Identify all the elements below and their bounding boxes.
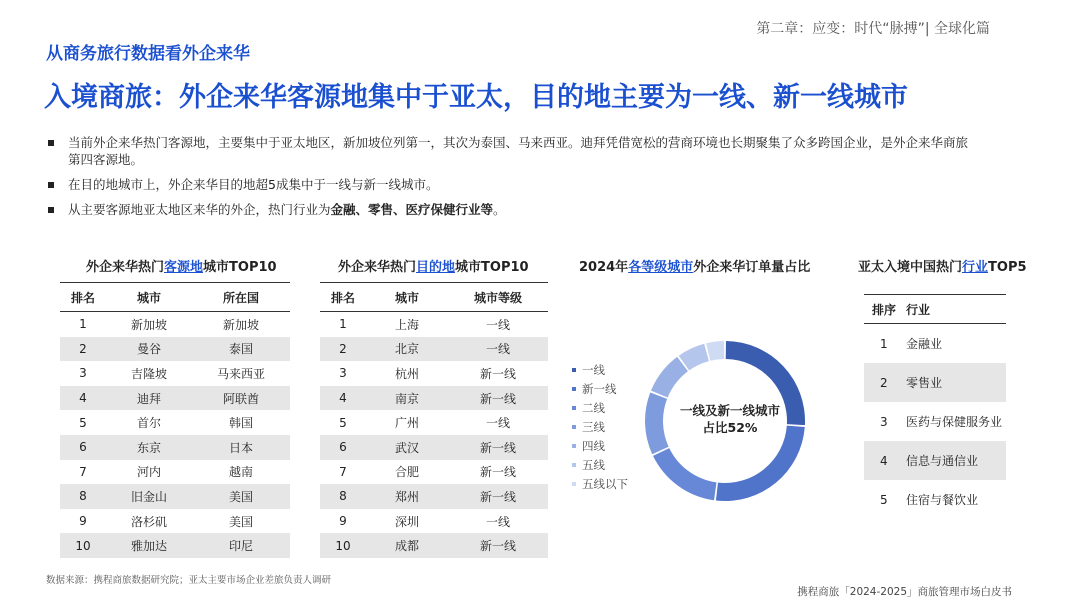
title-part: 亚太入境中国热门 (858, 260, 963, 275)
table-cell: 4 (60, 386, 106, 411)
bullet-item (48, 134, 1048, 168)
table-cell: 首尔 (136, 416, 161, 431)
table-row (60, 337, 290, 362)
title-part: TOP5 (988, 260, 1027, 275)
table-row (320, 435, 548, 460)
table-cell: 1 (339, 317, 347, 332)
table-cell: 4 (864, 441, 906, 480)
bullet-list (48, 134, 1048, 226)
table-row (320, 361, 548, 386)
table-cell: 雅加达 (106, 533, 192, 558)
legend-label: 新一线 (582, 381, 617, 396)
table-cell: 7 (79, 464, 87, 479)
table-header-row (320, 283, 548, 312)
table-cell: 新一线 (448, 533, 548, 558)
legend-label: 二线 (582, 400, 605, 415)
table-cell: 广州 (394, 416, 419, 431)
title-part: 外企来华订单量占比 (693, 260, 811, 275)
legend-swatch (572, 387, 576, 391)
chart-legend (572, 360, 628, 493)
table-cell: 9 (339, 514, 347, 529)
center-label-line: 一线及新一线城市 (679, 403, 780, 418)
chart-title (579, 256, 810, 275)
table-cell: 新一线 (448, 484, 548, 509)
table-cell: 新一线 (479, 465, 516, 480)
legend-label: 四线 (582, 438, 605, 453)
table-row (60, 460, 290, 485)
industry-table-title (858, 256, 1027, 275)
bullet-marker (48, 207, 54, 213)
title-highlight: 行业 (962, 260, 989, 275)
donut-slice-5 (651, 357, 688, 398)
table-cell: 合肥 (394, 465, 419, 480)
table-header-row (864, 295, 1006, 324)
table-row (60, 484, 290, 509)
bullet-text-bold: 金融、零售、医疗保健行业等 (330, 202, 494, 217)
table-header-cell: 城市 (366, 283, 448, 312)
table-row (60, 509, 290, 534)
table-row (320, 337, 548, 362)
table-cell: 洛杉矶 (130, 514, 167, 529)
table-row (60, 386, 290, 411)
table-cell: 7 (339, 464, 347, 479)
title-part: 2024年 (579, 260, 629, 275)
donut-slice-3 (653, 448, 716, 500)
table-row (320, 410, 548, 435)
table-cell: 8 (60, 484, 106, 509)
table-row (320, 484, 548, 509)
title-part: 外企来华热门 (338, 260, 417, 275)
legend-item (572, 417, 628, 436)
table-cell: 杭州 (394, 366, 419, 381)
legend-item (572, 379, 628, 398)
table-cell: 吉隆坡 (130, 366, 167, 381)
title-part: 城市TOP10 (455, 260, 529, 275)
table-cell: 零售业 (906, 363, 1006, 402)
table-row (60, 312, 290, 337)
table-cell: 印尼 (192, 533, 290, 558)
legend-label: 五线以下 (582, 476, 628, 491)
table-cell: 10 (60, 533, 106, 558)
table-cell: 5 (339, 415, 347, 430)
bullet-text: 在目的地城市上，外企来华目的地超5成集中于一线与新一线城市。 (68, 177, 439, 192)
table-cell: 金融业 (906, 337, 943, 351)
bullet-text: 当前外企来华热门客源地，主要集中于亚太地区，新加坡位列第一，其次为泰国、马来西亚。迪拜凭借宽松的营商环境也长期聚集了众多跨国企业，是外企来华商旅第四客源地。 (68, 135, 969, 167)
table-cell: 韩国 (228, 416, 253, 431)
table-cell: 迪拜 (106, 386, 192, 411)
table-cell: 3 (339, 366, 347, 381)
table-row (864, 324, 1006, 364)
legend-label: 五线 (582, 457, 605, 472)
table-cell: 6 (60, 435, 106, 460)
source-table-title (86, 256, 277, 275)
table-header-row (60, 283, 290, 312)
table-cell: 一线 (448, 337, 548, 362)
table-cell: 新一线 (479, 366, 516, 381)
table-cell: 一线 (485, 317, 510, 332)
table-header-cell: 排序 (864, 295, 906, 324)
table-cell: 一线 (485, 514, 510, 529)
table-cell: 美国 (192, 484, 290, 509)
table-cell: 5 (79, 415, 87, 430)
table-cell: 2 (864, 363, 906, 402)
table-cell: 泰国 (192, 337, 290, 362)
table-cell: 1 (880, 336, 888, 351)
table-cell: 美国 (228, 514, 253, 529)
page-title: 入境商旅：外企来华客源地集中于亚太，目的地主要为一线、新一线城市 (44, 82, 908, 113)
dest-table-title (338, 256, 529, 275)
legend-swatch (572, 406, 576, 410)
table-cell: 2 (320, 337, 366, 362)
table-cell: 1 (79, 317, 87, 332)
table-cell: 越南 (228, 465, 253, 480)
table-header-cell: 排名 (60, 283, 106, 312)
table-cell: 2 (60, 337, 106, 362)
table-row (320, 386, 548, 411)
table-cell: 3 (79, 366, 87, 381)
table-cell: 一线 (485, 416, 510, 431)
title-part: 城市TOP10 (203, 260, 277, 275)
title-highlight: 各等级城市 (628, 260, 694, 275)
data-source-note: 数据来源：携程商旅数据研究院；亚太主要市场企业差旅负责人调研 (46, 575, 332, 586)
table-cell: 3 (880, 414, 888, 429)
table-row (864, 402, 1006, 441)
bullet-text-part: 从主要客源地亚太地区来华的外企，热门行业为 (68, 202, 331, 217)
table-header-cell: 所在国 (192, 283, 290, 312)
legend-item (572, 455, 628, 474)
donut-center-label (660, 402, 800, 436)
table-cell: 旧金山 (106, 484, 192, 509)
table-cell: 曼谷 (106, 337, 192, 362)
bullet-item (48, 201, 1048, 218)
chapter-label: 第二章：应变：时代“脉搏”| 全球化篇 (756, 21, 990, 37)
title-highlight: 目的地 (416, 260, 456, 275)
dest-cities-table (320, 282, 548, 558)
table-cell: 郑州 (366, 484, 448, 509)
industry-table (864, 294, 1006, 519)
table-cell: 上海 (394, 317, 419, 332)
donut-slice-2 (716, 426, 805, 501)
legend-label: 一线 (582, 362, 605, 377)
table-cell: 深圳 (394, 514, 419, 529)
bullet-marker (48, 140, 54, 146)
table-cell: 新一线 (448, 435, 548, 460)
table-cell: 5 (880, 492, 888, 507)
table-cell: 阿联酋 (192, 386, 290, 411)
title-highlight: 客源地 (164, 260, 204, 275)
bullet-item (48, 176, 1048, 193)
table-row (320, 312, 548, 337)
table-cell: 河内 (136, 465, 161, 480)
table-row (60, 410, 290, 435)
legend-swatch (572, 444, 576, 448)
legend-swatch (572, 463, 576, 467)
donut-slice-7 (706, 341, 724, 361)
report-footer: 携程商旅「2024-2025」商旅管理市场白皮书 (797, 586, 1012, 598)
legend-swatch (572, 425, 576, 429)
table-cell: 新加坡 (130, 317, 167, 332)
table-cell: 8 (320, 484, 366, 509)
table-row (320, 533, 548, 558)
table-cell: 北京 (366, 337, 448, 362)
table-cell: 新加坡 (222, 317, 259, 332)
bullet-text-part: 。 (493, 202, 506, 217)
table-cell: 马来西亚 (216, 366, 265, 381)
table-row (60, 361, 290, 386)
table-header-cell: 城市 (106, 283, 192, 312)
table-cell: 南京 (366, 386, 448, 411)
table-row (864, 441, 1006, 480)
legend-swatch (572, 368, 576, 372)
table-cell: 新一线 (448, 386, 548, 411)
table-cell: 成都 (366, 533, 448, 558)
table-cell: 住宿与餐饮业 (906, 493, 979, 507)
table-row (864, 363, 1006, 402)
legend-item (572, 474, 628, 493)
legend-label: 三线 (582, 419, 605, 434)
table-row (320, 509, 548, 534)
legend-item (572, 398, 628, 417)
table-cell: 日本 (192, 435, 290, 460)
table-row (60, 533, 290, 558)
table-cell: 6 (320, 435, 366, 460)
table-cell: 4 (320, 386, 366, 411)
bullet-marker (48, 182, 54, 188)
table-cell: 武汉 (366, 435, 448, 460)
table-header-cell: 行业 (906, 295, 1006, 324)
table-header-cell: 城市等级 (448, 283, 548, 312)
table-cell: 东京 (106, 435, 192, 460)
table-cell: 信息与通信业 (906, 441, 1006, 480)
section-subtitle: 从商务旅行数据看外企来华 (46, 44, 250, 64)
source-cities-table (60, 282, 290, 558)
table-cell: 医药与保健服务业 (906, 415, 1003, 429)
table-row (60, 435, 290, 460)
legend-swatch (572, 482, 576, 486)
center-label-line: 占比52% (702, 420, 758, 435)
bullet-text (68, 201, 968, 218)
table-row (320, 460, 548, 485)
table-row (864, 480, 1006, 519)
table-header-cell: 排名 (320, 283, 366, 312)
table-cell: 9 (79, 514, 87, 529)
legend-item (572, 360, 628, 379)
legend-item (572, 436, 628, 455)
title-part: 外企来华热门 (86, 260, 165, 275)
table-cell: 10 (320, 533, 366, 558)
